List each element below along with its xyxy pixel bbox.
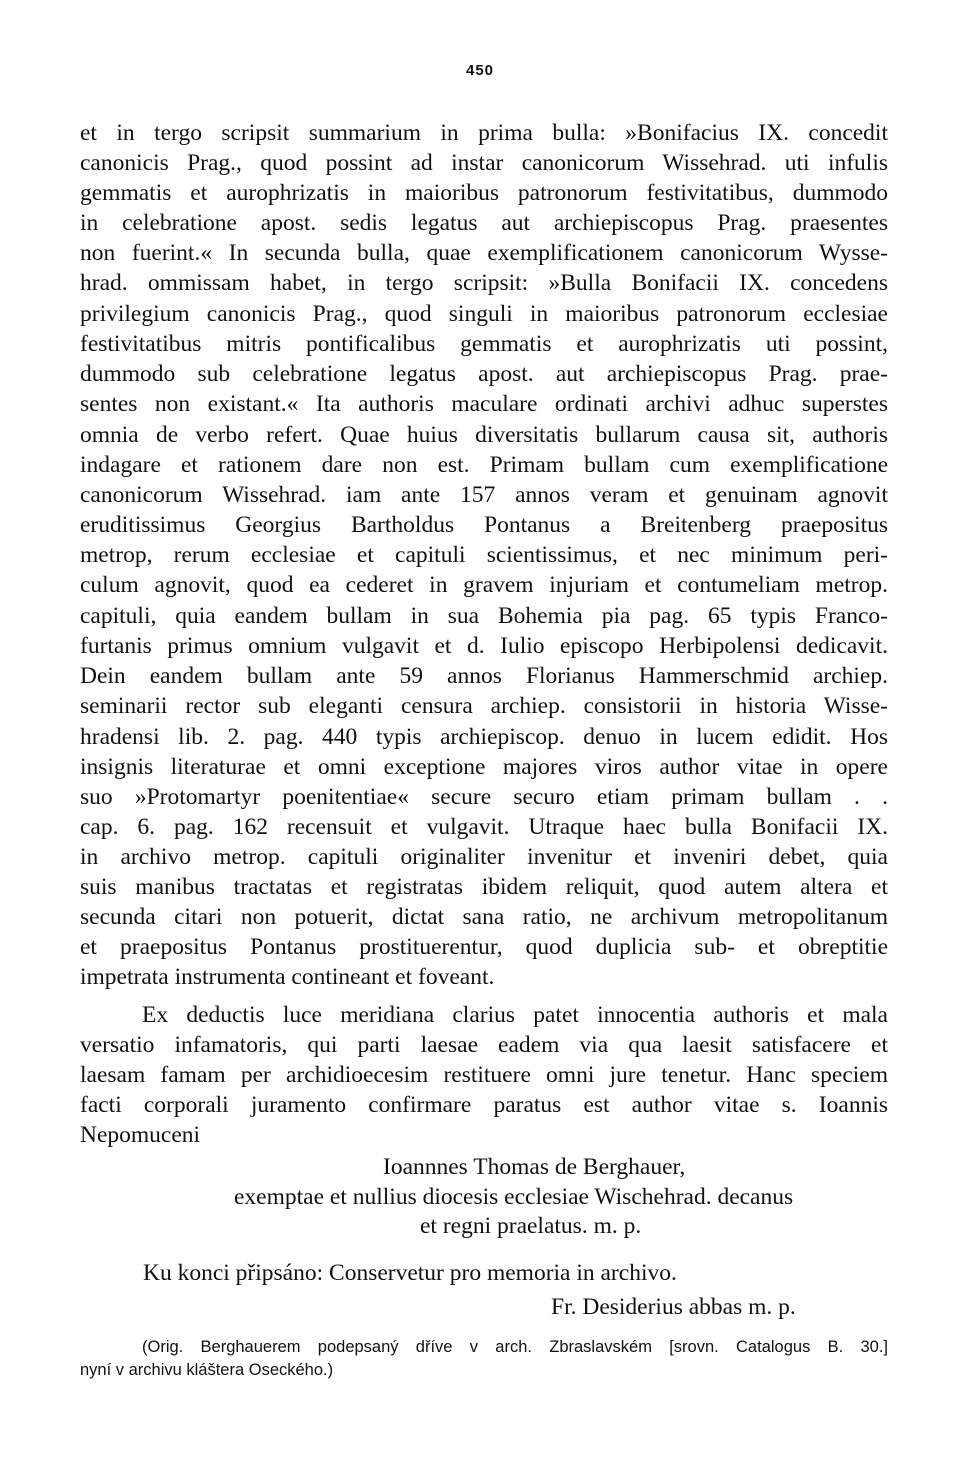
text-line: capituli, quia eandem bullam in sua Bohemia pia pag. 65 typis Franco- [80, 603, 888, 629]
text-line: versatio infamatoris, qui parti laesae eadem via qua laesit satisfacere et [80, 1032, 888, 1058]
text-line: sentes non existant.« Ita authoris maculare ordinati archivi adhuc superstes [80, 391, 888, 417]
text-line: eruditissimus Georgius Bartholdus Pontanus a Breitenberg praepositus [80, 512, 888, 538]
footnote-line: (Orig. Berghauerem podepsaný dříve v arch. Zbraslavském [srovn. Catalogus B. 30.] [142, 1338, 888, 1356]
text-line: dummodo sub celebratione legatus apost. aut archiepiscopus Prag. prae- [80, 361, 888, 387]
text-line: in archivo metrop. capituli originaliter invenitur et inveniri debet, quia [80, 844, 888, 870]
text-line: metrop, rerum ecclesiae et capituli scientissimus, et nec minimum peri- [80, 542, 888, 568]
page-number: 450 [465, 62, 495, 79]
text-line: cap. 6. pag. 162 recensuit et vulgavit. Utraque haec bulla Bonifacii IX. [80, 814, 888, 840]
endorsement-signer: Fr. Desiderius abbas m. p. [551, 1294, 796, 1320]
text-line: insignis literaturae et omni exceptione majores viros author vitae in opere [80, 754, 888, 780]
text-line: festivitatibus mitris pontificalibus gemmatis et aurophrizatis uti possint, [80, 331, 888, 357]
text-line: secunda citari non potuerit, dictat sana ratio, ne archivum metropolitanum [80, 904, 888, 930]
text-line: privilegium canonicis Prag., quod singuli in maioribus patronorum ecclesiae [80, 301, 888, 327]
text-line: suis manibus tractatas et registratas ibidem reliquit, quod autem altera et [80, 874, 888, 900]
text-line: non fuerint.« In secunda bulla, quae exemplificationem canonicorum Wysse- [80, 240, 888, 266]
text-line: impetrata instrumenta contineant et foveant. [80, 964, 495, 990]
footnote-line: nyní v archivu kláštera Oseckého.) [80, 1361, 334, 1379]
text-line: facti corporali juramento confirmare paratus est author vitae s. Ioannis [80, 1092, 888, 1118]
signer-rank: et regni praelatus. m. p. [420, 1213, 642, 1239]
text-line: hrad. ommissam habet, in tergo scripsit: »Bulla Bonifacii IX. concedens [80, 270, 888, 296]
text-line: in celebratione apost. sedis legatus aut archiepiscopus Prag. praesentes [80, 210, 888, 236]
text-line: furtanis primus omnium vulgavit et d. Iulio episcopo Herbipolensi dedicavit. [80, 633, 888, 659]
signer-title: exemptae et nullius diocesis ecclesiae Wischehrad. decanus [234, 1184, 794, 1210]
text-line: et in tergo scripsit summarium in prima bulla: »Bonifacius IX. concedit [80, 120, 888, 146]
text-line: Ex deductis luce meridiana clarius patet innocentia authoris et mala [142, 1002, 888, 1028]
text-line: culum agnovit, quod ea cederet in gravem injuriam et contumeliam metrop. [80, 572, 888, 598]
text-line: canonicis Prag., quod possint ad instar canonicorum Wissehrad. uti infulis [80, 150, 888, 176]
text-line: canonicorum Wissehrad. iam ante 157 annos veram et genuinam agnovit [80, 482, 888, 508]
text-line: Nepomuceni [80, 1122, 201, 1148]
text-line: hradensi lib. 2. pag. 440 typis archiepiscop. denuo in lucem edidit. Hos [80, 724, 888, 750]
signer-name: Ioannnes Thomas de Berghauer, [383, 1154, 686, 1180]
text-line: Dein eandem bullam ante 59 annos Florianus Hammerschmid archiep. [80, 663, 888, 689]
text-line: seminarii rector sub eleganti censura archiep. consistorii in historia Wisse- [80, 693, 888, 719]
endorsement-text: Ku konci připsáno: Conservetur pro memoria in archivo. [143, 1260, 677, 1286]
text-line: suo »Protomartyr poenitentiae« secure securo etiam primam bullam . . [80, 784, 888, 810]
text-line: gemmatis et aurophrizatis in maioribus patronorum festivitatibus, dummodo [80, 180, 888, 206]
text-line: indagare et rationem dare non est. Primam bullam cum exemplificatione [80, 452, 888, 478]
text-line: laesam famam per archidioecesim restituere omni jure tenetur. Hanc speciem [80, 1062, 888, 1088]
text-line: omnia de verbo refert. Quae huius diversitatis bullarum causa sit, authoris [80, 422, 888, 448]
text-line: et praepositus Pontanus prostituerentur, quod duplicia sub- et obreptitie [80, 934, 888, 960]
